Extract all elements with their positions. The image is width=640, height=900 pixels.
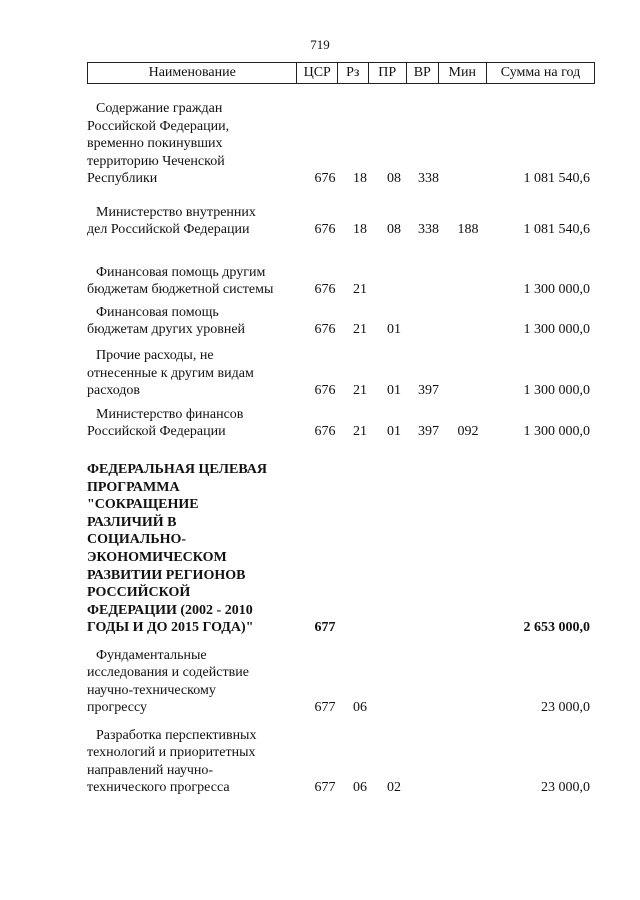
row-name: Министерство внутренних дел Российской Федерации: [87, 204, 256, 238]
table-row: [0, 725, 640, 797]
table-row-program: [0, 460, 640, 637]
row-csr: 676: [314, 222, 336, 238]
row-sum: 1 300 000,0: [523, 424, 590, 440]
row-name: ФЕДЕРАЛЬНАЯ ЦЕЛЕВАЯ ПРОГРАММА "СОКРАЩЕНИЕ РАЗЛИЧИЙ В СОЦИАЛЬНО- ЭКОНОМИЧЕСКОМ РАЗВИТИИ РЕГИОНОВ РОССИЙСКОЙ ФЕДЕРАЦИИ (2002 - 2010 ГОДЫ И ДО 2015 ГОДА)": [87, 462, 267, 636]
row-name: Финансовая помощь бюджетам других уровней: [87, 304, 246, 338]
row-sum: 1 300 000,0: [523, 383, 590, 399]
row-rz: 21: [353, 282, 367, 298]
table-row: [0, 100, 640, 188]
header-pr: ПР: [368, 63, 406, 84]
row-csr: 677: [314, 700, 336, 716]
row-pr: 08: [387, 222, 401, 238]
row-csr: 676: [314, 322, 336, 338]
row-rz: 06: [353, 700, 367, 716]
row-sum: 1 081 540,6: [523, 222, 590, 238]
row-sum: 1 300 000,0: [523, 322, 590, 338]
row-rz: 21: [353, 322, 367, 338]
row-rz: 21: [353, 383, 367, 399]
row-vr: 338: [418, 171, 439, 187]
header-vr: ВР: [406, 63, 438, 84]
row-pr: 01: [387, 322, 401, 338]
table-row: [0, 404, 640, 441]
row-pr: 02: [387, 780, 401, 796]
row-name: Фундаментальные исследования и содействие научно-техническому прогрессу: [87, 647, 249, 716]
table-row: [0, 645, 640, 717]
header-sum: Сумма на год: [486, 63, 594, 84]
header-csr: ЦСР: [297, 63, 338, 84]
row-csr: 677: [314, 780, 336, 796]
row-min: 092: [457, 424, 479, 440]
row-pr: 01: [387, 424, 401, 440]
table-row: [0, 203, 640, 239]
table-row: [0, 303, 640, 339]
row-rz: 06: [353, 780, 367, 796]
row-sum: 2 653 000,0: [523, 620, 590, 636]
row-csr: 676: [314, 424, 336, 440]
table-row: [0, 263, 640, 299]
row-name: Разработка перспективных технологий и приоритетных направлений научно- технического прогресса: [87, 727, 257, 796]
row-vr: 338: [418, 222, 439, 238]
row-pr: 08: [387, 171, 401, 187]
table-row: [0, 346, 640, 400]
page-number: 719: [310, 37, 330, 52]
row-sum: 1 300 000,0: [523, 282, 590, 298]
row-name: Финансовая помощь другим бюджетам бюджетной системы: [87, 264, 274, 298]
header-rz: Рз: [338, 63, 369, 84]
row-min: 188: [457, 222, 479, 238]
row-csr: 676: [314, 171, 336, 187]
header-min: Мин: [438, 63, 486, 84]
header-name: Наименование: [88, 63, 297, 84]
row-sum: 23 000,0: [541, 780, 590, 796]
row-csr: 677: [314, 620, 336, 636]
row-rz: 18: [353, 171, 367, 187]
row-csr: 676: [314, 383, 336, 399]
row-name: Прочие расходы, не отнесенные к другим видам расходов: [87, 348, 254, 399]
row-csr: 676: [314, 282, 336, 298]
row-name: Содержание граждан Российской Федерации, временно покинувших территорию Чеченской Республики: [87, 101, 230, 187]
row-rz: 21: [353, 424, 367, 440]
row-sum: 1 081 540,6: [523, 171, 590, 187]
row-rz: 18: [353, 222, 367, 238]
row-pr: 01: [387, 383, 401, 399]
row-sum: 23 000,0: [541, 700, 590, 716]
row-vr: 397: [418, 424, 439, 440]
row-name: Министерство финансов Российской Федерации: [87, 406, 244, 440]
row-vr: 397: [418, 383, 439, 399]
